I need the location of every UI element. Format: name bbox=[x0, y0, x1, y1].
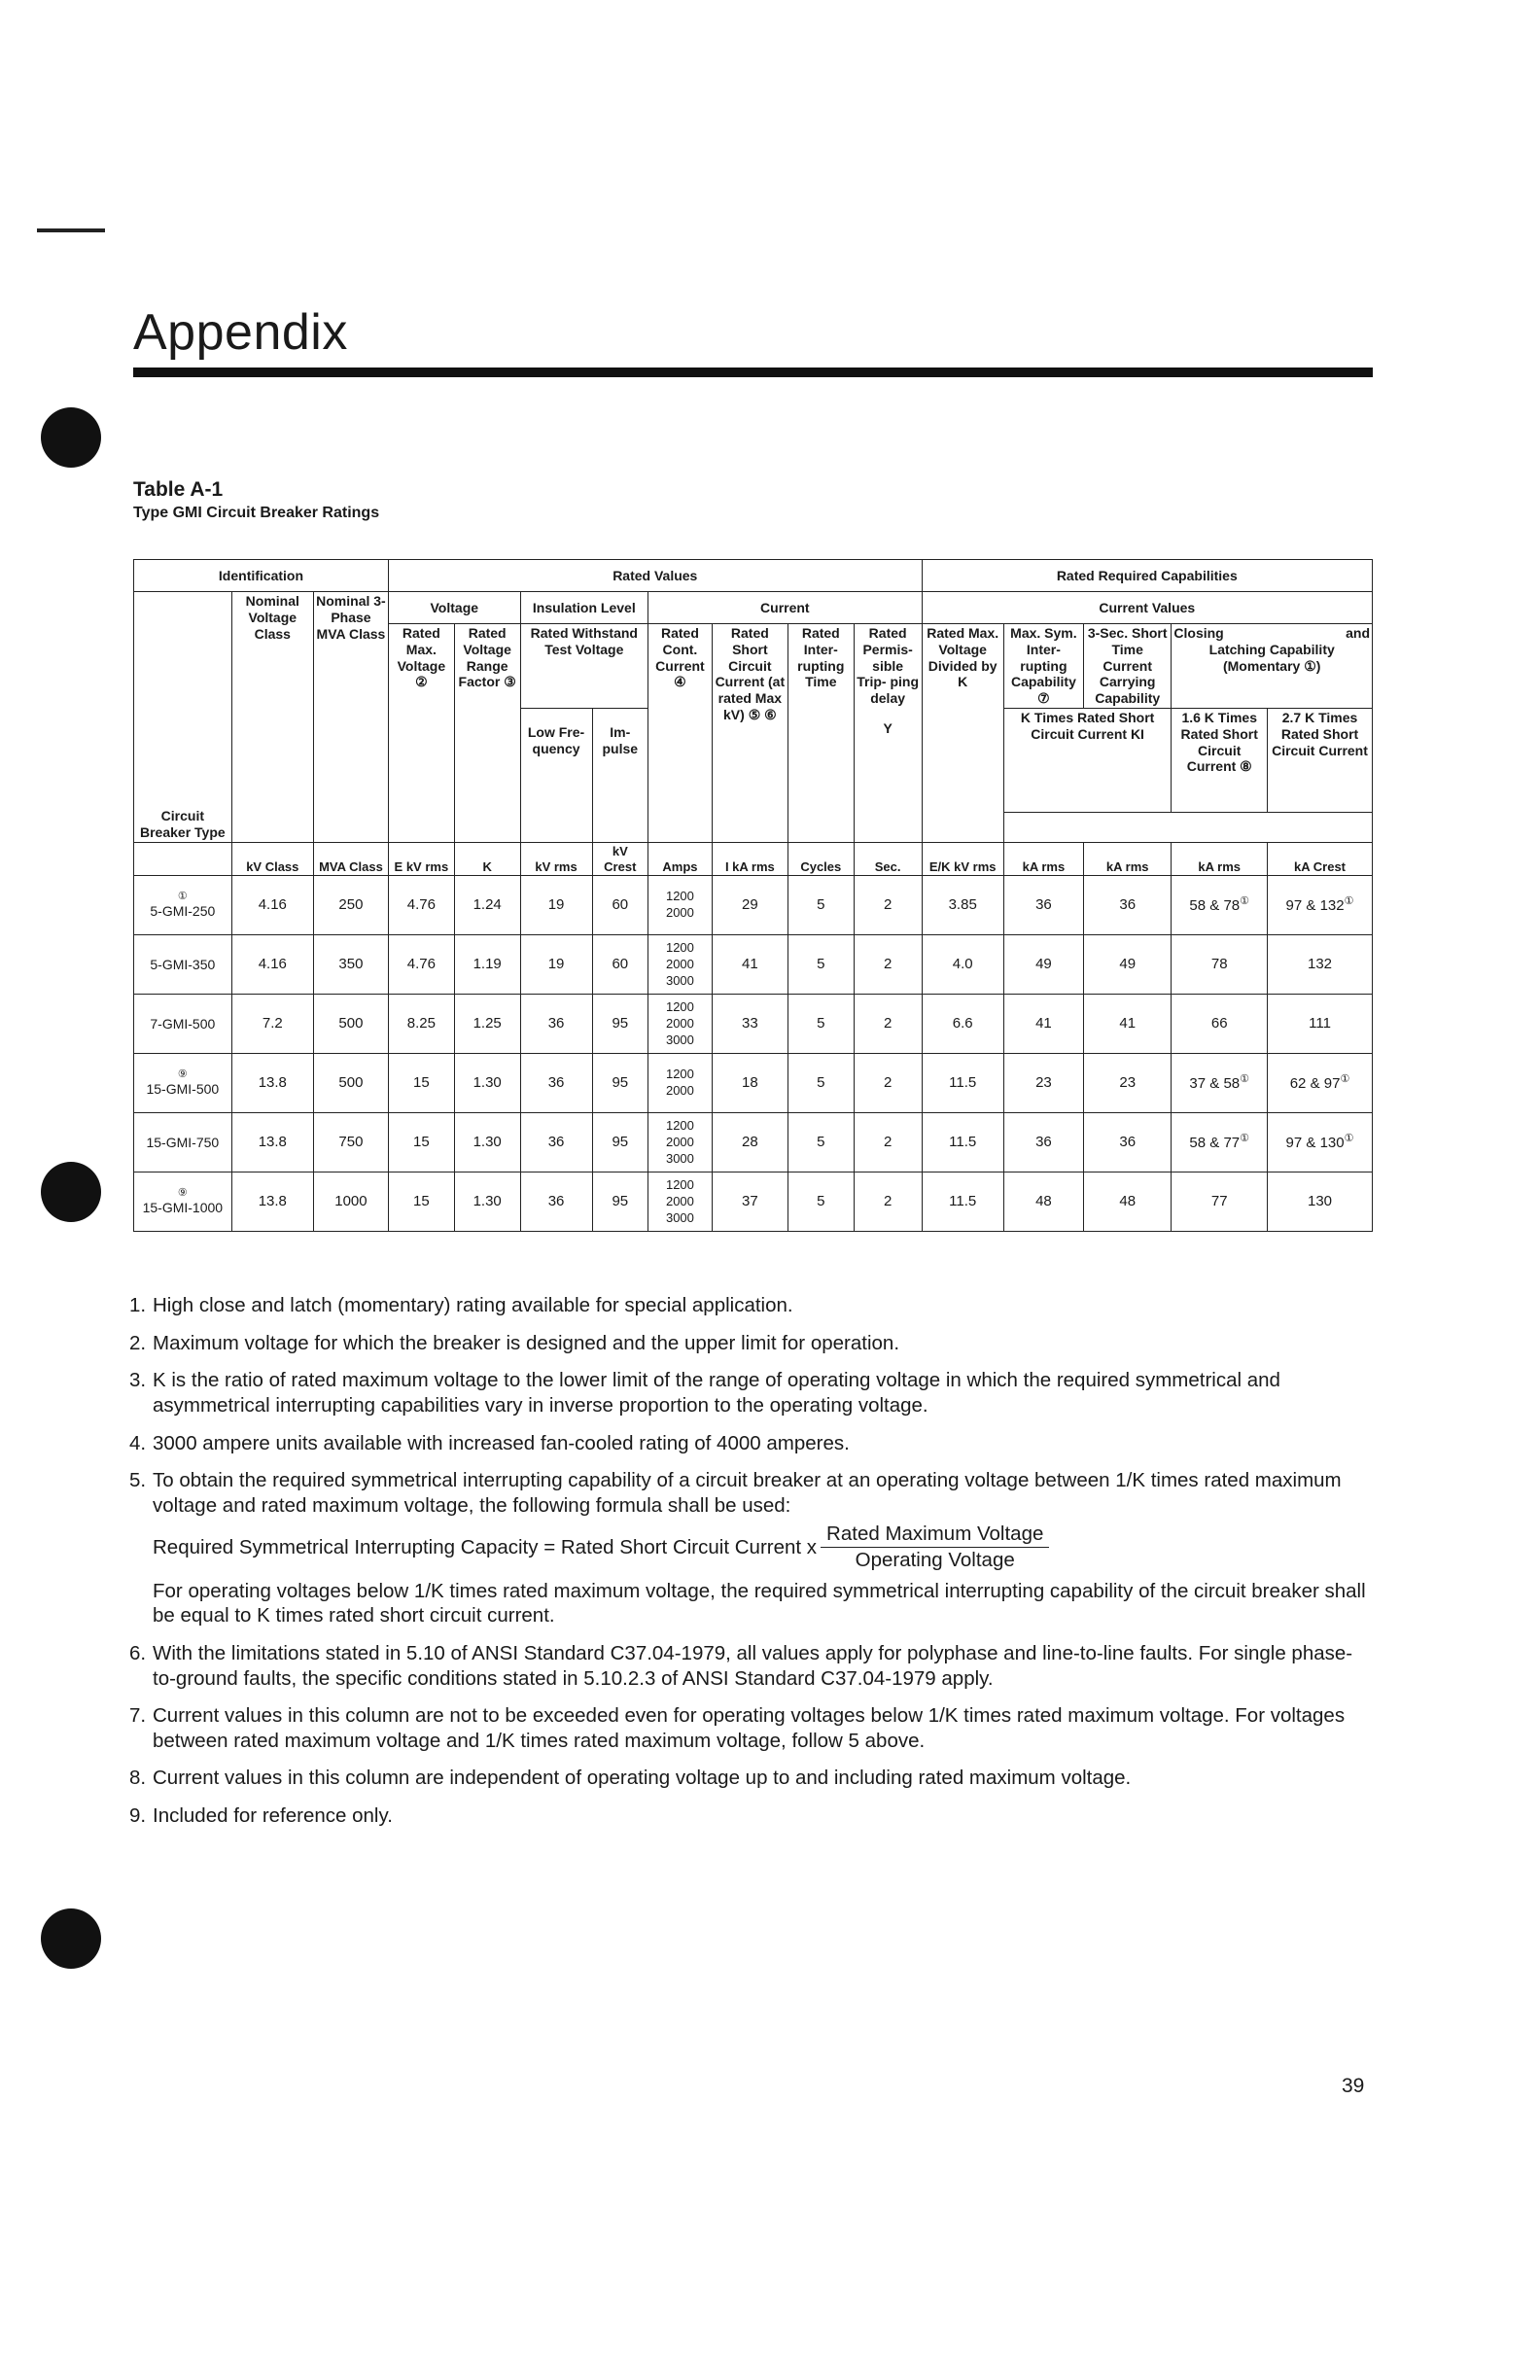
table-row bbox=[134, 935, 1373, 995]
unit-header: Sec. bbox=[854, 842, 922, 875]
breaker-type: 5-GMI-250 bbox=[150, 903, 216, 920]
unit-header: kA rms bbox=[1003, 842, 1083, 875]
amps-value: 3000 bbox=[665, 1150, 694, 1166]
and-word: and bbox=[1346, 625, 1370, 641]
kv-cell: 13.8 bbox=[231, 1172, 313, 1232]
two-seven-k-cell bbox=[1268, 995, 1373, 1054]
ek-cell: 11.5 bbox=[922, 1172, 1003, 1232]
formula-denominator: Operating Voltage bbox=[855, 1549, 1015, 1571]
tripping-delay-label: Rated Permis- sible Trip- ping delay bbox=[857, 625, 920, 707]
unit-header: kV rms bbox=[520, 842, 592, 875]
unit-header: I kA rms bbox=[712, 842, 788, 875]
footnote-item bbox=[129, 1468, 1374, 1518]
breaker-type-cell bbox=[134, 935, 232, 995]
cyc-cell: 5 bbox=[788, 995, 854, 1054]
rated-permissible-tripping-delay-header bbox=[854, 624, 922, 843]
ek-cell: 11.5 bbox=[922, 1054, 1003, 1113]
ratings-table bbox=[133, 559, 1373, 1232]
unit-header: Amps bbox=[648, 842, 713, 875]
footnote-number: 7. bbox=[129, 1704, 147, 1728]
amps-value: 1200 bbox=[665, 889, 694, 904]
breaker-type-cell bbox=[134, 995, 232, 1054]
breaker-type-cell bbox=[134, 1172, 232, 1232]
mva-cell: 750 bbox=[313, 1113, 388, 1172]
amps-cell bbox=[648, 935, 713, 995]
sec-cell: 2 bbox=[854, 1113, 922, 1172]
footnote-text: Maximum voltage for which the breaker is designed and the upper limit for operation. bbox=[153, 1331, 900, 1354]
i-cell: 37 bbox=[712, 1172, 788, 1232]
cell-value: 78 bbox=[1210, 956, 1228, 973]
ek-cell: 4.0 bbox=[922, 935, 1003, 995]
e-cell: 15 bbox=[388, 1172, 454, 1232]
low-frequency-header: Low Fre- quency bbox=[520, 708, 592, 842]
kv-cell: 7.2 bbox=[231, 995, 313, 1054]
footnote-item bbox=[129, 1766, 1374, 1791]
lf-cell: 19 bbox=[520, 876, 592, 935]
unit-header: kV Class bbox=[231, 842, 313, 875]
three-sec-short-time-header: 3-Sec. Short Time Current Carrying Capability bbox=[1084, 624, 1172, 709]
footnote-item bbox=[129, 1331, 1374, 1356]
e-cell: 4.76 bbox=[388, 876, 454, 935]
voltage-header: Voltage bbox=[388, 592, 520, 624]
cyc-cell: 5 bbox=[788, 876, 854, 935]
footnote-number: 5. bbox=[129, 1469, 147, 1492]
max-sym-interrupting-capability-header: Max. Sym. Inter- rupting Capability ⑦ bbox=[1003, 624, 1083, 709]
cell-value: 97 & 130 bbox=[1285, 1135, 1345, 1152]
footnote-item bbox=[129, 1803, 1374, 1829]
rated-interrupting-time-header: Rated Inter- rupting Time bbox=[788, 624, 854, 843]
formula-lhs: Required Symmetrical Interrupting Capacity = Rated Short Circuit Current x bbox=[153, 1535, 818, 1558]
punch-hole-top bbox=[41, 407, 101, 468]
nominal-voltage-class-header: Nominal Voltage Class bbox=[231, 592, 313, 843]
e-cell: 15 bbox=[388, 1054, 454, 1113]
i-cell: 29 bbox=[712, 876, 788, 935]
type-unit-spacer bbox=[134, 842, 232, 875]
footnote-number: 8. bbox=[129, 1767, 147, 1790]
cell-footnote: ① bbox=[1240, 1073, 1250, 1086]
tripping-delay-symbol: Y bbox=[883, 719, 892, 736]
k-cell: 1.30 bbox=[454, 1172, 520, 1232]
footnote-number: 6. bbox=[129, 1641, 147, 1664]
k-cell: 1.24 bbox=[454, 876, 520, 935]
closing-latching-header bbox=[1172, 624, 1373, 709]
nominal-mva-class-header: Nominal 3-Phase MVA Class bbox=[313, 592, 388, 843]
one-six-k-cell bbox=[1172, 935, 1268, 995]
footnote-item bbox=[129, 1641, 1374, 1691]
amps-value: 2000 bbox=[665, 905, 694, 921]
k-cell: 1.19 bbox=[454, 935, 520, 995]
footnote-number: 4. bbox=[129, 1431, 147, 1454]
punch-hole-middle bbox=[41, 1162, 101, 1222]
insulation-level-header: Insulation Level bbox=[520, 592, 648, 624]
footnote-text: With the limitations stated in 5.10 of ANSI Standard C37.04-1979, all values apply for polyphase and line-to-line faults. For single phase-to-ground faults, the specific conditions stated in 5.10.2.3 of ANSI Standard C37.04-1979 apply. bbox=[153, 1641, 1353, 1690]
table-row bbox=[134, 995, 1373, 1054]
max-cell: 48 bbox=[1003, 1172, 1083, 1232]
cell-value: 97 & 132 bbox=[1285, 897, 1345, 915]
sec-cell: 2 bbox=[854, 935, 922, 995]
amps-value: 2000 bbox=[665, 1083, 694, 1099]
ek-cell: 11.5 bbox=[922, 1113, 1003, 1172]
type-footnote: ⑨ bbox=[177, 1068, 188, 1081]
i-cell: 33 bbox=[712, 995, 788, 1054]
group-identification: Identification bbox=[134, 560, 389, 592]
cyc-cell: 5 bbox=[788, 1113, 854, 1172]
table-row bbox=[134, 876, 1373, 935]
cell-value: 111 bbox=[1309, 1015, 1331, 1032]
e-cell: 4.76 bbox=[388, 935, 454, 995]
footnote-text: K is the ratio of rated maximum voltage to the lower limit of the range of operating voltage in which the required symmetrical and asymmetrical interrupting capabilities vary in inverse proportion to the operating voltage. bbox=[153, 1369, 1280, 1417]
max-cell: 41 bbox=[1003, 995, 1083, 1054]
amps-value: 1200 bbox=[665, 939, 694, 955]
footnote-item bbox=[129, 1293, 1374, 1318]
ek-cell: 6.6 bbox=[922, 995, 1003, 1054]
table-row bbox=[134, 1113, 1373, 1172]
sec-cell: 2 bbox=[854, 1054, 922, 1113]
imp-cell: 60 bbox=[592, 935, 648, 995]
footnote-text: Current values in this column are independent of operating voltage up to and including rated maximum voltage. bbox=[153, 1767, 1132, 1790]
footnotes bbox=[129, 1293, 1374, 1841]
amps-value: 2000 bbox=[665, 956, 694, 971]
imp-cell: 95 bbox=[592, 1054, 648, 1113]
amps-value: 1200 bbox=[665, 1176, 694, 1192]
lf-cell: 36 bbox=[520, 1113, 592, 1172]
imp-cell: 95 bbox=[592, 1172, 648, 1232]
cell-footnote: ① bbox=[1344, 895, 1354, 908]
cyc-cell: 5 bbox=[788, 1054, 854, 1113]
one-six-k-cell bbox=[1172, 1113, 1268, 1172]
k-cell: 1.30 bbox=[454, 1113, 520, 1172]
max-cell: 49 bbox=[1003, 935, 1083, 995]
cell-value: 37 & 58 bbox=[1189, 1075, 1241, 1093]
amps-cell bbox=[648, 1172, 713, 1232]
amps-value: 3000 bbox=[665, 972, 694, 988]
k-cell: 1.30 bbox=[454, 1054, 520, 1113]
i-cell: 18 bbox=[712, 1054, 788, 1113]
one-six-k-header: 1.6 K Times Rated Short Circuit Current ⑧ bbox=[1172, 708, 1268, 812]
amps-cell bbox=[648, 1113, 713, 1172]
rated-voltage-range-factor-header: Rated Voltage Range Factor ③ bbox=[454, 624, 520, 843]
page-title: Appendix bbox=[133, 304, 348, 361]
unit-header: kA rms bbox=[1084, 842, 1172, 875]
amps-cell bbox=[648, 876, 713, 935]
max-cell: 23 bbox=[1003, 1054, 1083, 1113]
breaker-type: 15-GMI-500 bbox=[146, 1081, 220, 1098]
footnote-text: Included for reference only. bbox=[153, 1804, 393, 1827]
rated-max-voltage-divided-by-k-header: Rated Max. Voltage Divided by K bbox=[922, 624, 1003, 843]
group-required-capabilities: Rated Required Capabilities bbox=[922, 560, 1372, 592]
cell-value: 62 & 97 bbox=[1289, 1075, 1341, 1093]
empty-header-spacer bbox=[1003, 812, 1372, 842]
e-cell: 8.25 bbox=[388, 995, 454, 1054]
margin-dash bbox=[37, 228, 105, 232]
rated-max-voltage-header: Rated Max. Voltage ② bbox=[388, 624, 454, 843]
cell-footnote: ① bbox=[1240, 1133, 1250, 1145]
rated-short-circuit-current-header: Rated Short Circuit Current (at rated Max kV) ⑤ ⑥ bbox=[712, 624, 788, 843]
footnote-number: 2. bbox=[129, 1331, 147, 1354]
breaker-type: 5-GMI-350 bbox=[150, 956, 216, 972]
two-seven-k-cell bbox=[1268, 1054, 1373, 1113]
footnote-number: 9. bbox=[129, 1804, 147, 1827]
sec-cell: 2 bbox=[854, 876, 922, 935]
cell-value: 132 bbox=[1308, 956, 1333, 973]
cell-footnote: ① bbox=[1240, 895, 1250, 908]
two-seven-k-cell bbox=[1268, 935, 1373, 995]
circuit-breaker-type-header: Circuit Breaker Type bbox=[134, 592, 232, 843]
imp-cell: 60 bbox=[592, 876, 648, 935]
amps-value: 1200 bbox=[665, 1117, 694, 1133]
one-six-k-cell bbox=[1172, 995, 1268, 1054]
ratings-table-wrap bbox=[133, 559, 1373, 1232]
lf-cell: 36 bbox=[520, 1172, 592, 1232]
units-row bbox=[134, 842, 1373, 875]
max-cell: 36 bbox=[1003, 1113, 1083, 1172]
one-six-k-cell bbox=[1172, 1054, 1268, 1113]
table-row bbox=[134, 1054, 1373, 1113]
mva-cell: 500 bbox=[313, 1054, 388, 1113]
kv-cell: 13.8 bbox=[231, 1113, 313, 1172]
cyc-cell: 5 bbox=[788, 1172, 854, 1232]
cell-footnote: ① bbox=[1344, 1133, 1354, 1145]
imp-cell: 95 bbox=[592, 1113, 648, 1172]
short-cell: 41 bbox=[1084, 995, 1172, 1054]
table-caption: Type GMI Circuit Breaker Ratings bbox=[133, 505, 380, 521]
footnote-item bbox=[129, 1703, 1374, 1753]
kv-cell: 13.8 bbox=[231, 1054, 313, 1113]
breaker-type: 15-GMI-1000 bbox=[142, 1200, 224, 1216]
cell-value: 58 & 78 bbox=[1189, 897, 1241, 915]
unit-header: MVA Class bbox=[313, 842, 388, 875]
sec-cell: 2 bbox=[854, 995, 922, 1054]
breaker-type-cell bbox=[134, 876, 232, 935]
closing-word: Closing bbox=[1173, 625, 1224, 641]
lf-cell: 19 bbox=[520, 935, 592, 995]
footnote-item bbox=[129, 1368, 1374, 1418]
mva-cell: 250 bbox=[313, 876, 388, 935]
e-cell: 15 bbox=[388, 1113, 454, 1172]
breaker-type: 7-GMI-500 bbox=[150, 1015, 216, 1032]
k-times-rated-header: K Times Rated Short Circuit Current KI bbox=[1003, 708, 1172, 812]
formula-fraction bbox=[821, 1522, 1049, 1572]
i-cell: 41 bbox=[712, 935, 788, 995]
page-number: 39 bbox=[1342, 2075, 1365, 2097]
group-rated-values: Rated Values bbox=[388, 560, 922, 592]
type-footnote: ⑨ bbox=[177, 1187, 188, 1200]
unit-header: kA rms bbox=[1172, 842, 1268, 875]
unit-header: K bbox=[454, 842, 520, 875]
amps-value: 2000 bbox=[665, 1015, 694, 1031]
footnote-text: High close and latch (momentary) rating available for special application. bbox=[153, 1294, 793, 1316]
max-cell: 36 bbox=[1003, 876, 1083, 935]
amps-cell bbox=[648, 1054, 713, 1113]
two-seven-k-header: 2.7 K Times Rated Short Circuit Current bbox=[1268, 708, 1373, 812]
ek-cell: 3.85 bbox=[922, 876, 1003, 935]
amps-value: 2000 bbox=[665, 1193, 694, 1208]
one-six-k-cell bbox=[1172, 876, 1268, 935]
formula-followup: For operating voltages below 1/K times rated maximum voltage, the required symmetrical interrupting capability of the circuit breaker shall be equal to K times rated short circuit current. bbox=[153, 1579, 1366, 1628]
two-seven-k-cell bbox=[1268, 1172, 1373, 1232]
current-values-header: Current Values bbox=[922, 592, 1372, 624]
amps-value: 3000 bbox=[665, 1032, 694, 1047]
breaker-type: 15-GMI-750 bbox=[146, 1134, 220, 1150]
unit-header: kV Crest bbox=[592, 842, 648, 875]
i-cell: 28 bbox=[712, 1113, 788, 1172]
amps-value: 3000 bbox=[665, 1209, 694, 1225]
mva-cell: 500 bbox=[313, 995, 388, 1054]
table-number: Table A-1 bbox=[133, 478, 224, 501]
amps-value: 2000 bbox=[665, 1134, 694, 1149]
lf-cell: 36 bbox=[520, 995, 592, 1054]
formula bbox=[153, 1522, 1374, 1572]
breaker-type-cell bbox=[134, 1054, 232, 1113]
table-row bbox=[134, 1172, 1373, 1232]
two-seven-k-cell bbox=[1268, 1113, 1373, 1172]
cyc-cell: 5 bbox=[788, 935, 854, 995]
short-cell: 36 bbox=[1084, 876, 1172, 935]
short-cell: 49 bbox=[1084, 935, 1172, 995]
latching-capability-label: Latching Capability (Momentary ①) bbox=[1208, 641, 1335, 674]
one-six-k-cell bbox=[1172, 1172, 1268, 1232]
mva-cell: 1000 bbox=[313, 1172, 388, 1232]
kv-cell: 4.16 bbox=[231, 935, 313, 995]
cell-value: 130 bbox=[1308, 1193, 1333, 1210]
formula-numerator: Rated Maximum Voltage bbox=[821, 1522, 1049, 1548]
mva-cell: 350 bbox=[313, 935, 388, 995]
lf-cell: 36 bbox=[520, 1054, 592, 1113]
two-seven-k-cell bbox=[1268, 876, 1373, 935]
sec-cell: 2 bbox=[854, 1172, 922, 1232]
punch-hole-bottom bbox=[41, 1908, 101, 1969]
short-cell: 36 bbox=[1084, 1113, 1172, 1172]
cell-value: 77 bbox=[1210, 1193, 1228, 1210]
ratings-body bbox=[134, 876, 1373, 1232]
footnote-text: Current values in this column are not to be exceeded even for operating voltages below 1/K times rated maximum voltage. For voltages between rated maximum voltage and 1/K times rated maximum voltage, follow 5 above. bbox=[153, 1704, 1346, 1752]
amps-cell bbox=[648, 995, 713, 1054]
amps-value: 1200 bbox=[665, 1067, 694, 1082]
unit-header: E kV rms bbox=[388, 842, 454, 875]
imp-cell: 95 bbox=[592, 995, 648, 1054]
footnote-item bbox=[129, 1431, 1374, 1456]
cell-footnote: ① bbox=[1340, 1073, 1350, 1086]
impulse-header: Im- pulse bbox=[592, 708, 648, 842]
kv-cell: 4.16 bbox=[231, 876, 313, 935]
unit-header: kA Crest bbox=[1268, 842, 1373, 875]
footnote-text: 3000 ampere units available with increased fan-cooled rating of 4000 amperes. bbox=[153, 1431, 850, 1454]
footnote-text: To obtain the required symmetrical interrupting capability of a circuit breaker at an operating voltage between 1/K times rated maximum voltage and rated maximum voltage, the following formula shall be used: bbox=[153, 1469, 1342, 1517]
type-footnote: ① bbox=[177, 891, 188, 903]
amps-value: 1200 bbox=[665, 998, 694, 1014]
rated-withstand-test-voltage-header: Rated Withstand Test Voltage bbox=[520, 624, 648, 709]
short-cell: 23 bbox=[1084, 1054, 1172, 1113]
unit-header: Cycles bbox=[788, 842, 854, 875]
footnote-number: 1. bbox=[129, 1294, 147, 1316]
short-cell: 48 bbox=[1084, 1172, 1172, 1232]
breaker-type-cell bbox=[134, 1113, 232, 1172]
rated-cont-current-header: Rated Cont. Current ④ bbox=[648, 624, 713, 843]
cell-value: 66 bbox=[1210, 1015, 1228, 1032]
current-header: Current bbox=[648, 592, 923, 624]
cell-value: 58 & 77 bbox=[1189, 1135, 1241, 1152]
footnote-number: 3. bbox=[129, 1369, 147, 1392]
k-cell: 1.25 bbox=[454, 995, 520, 1054]
title-rule bbox=[133, 368, 1373, 377]
unit-header: E/K kV rms bbox=[922, 842, 1003, 875]
